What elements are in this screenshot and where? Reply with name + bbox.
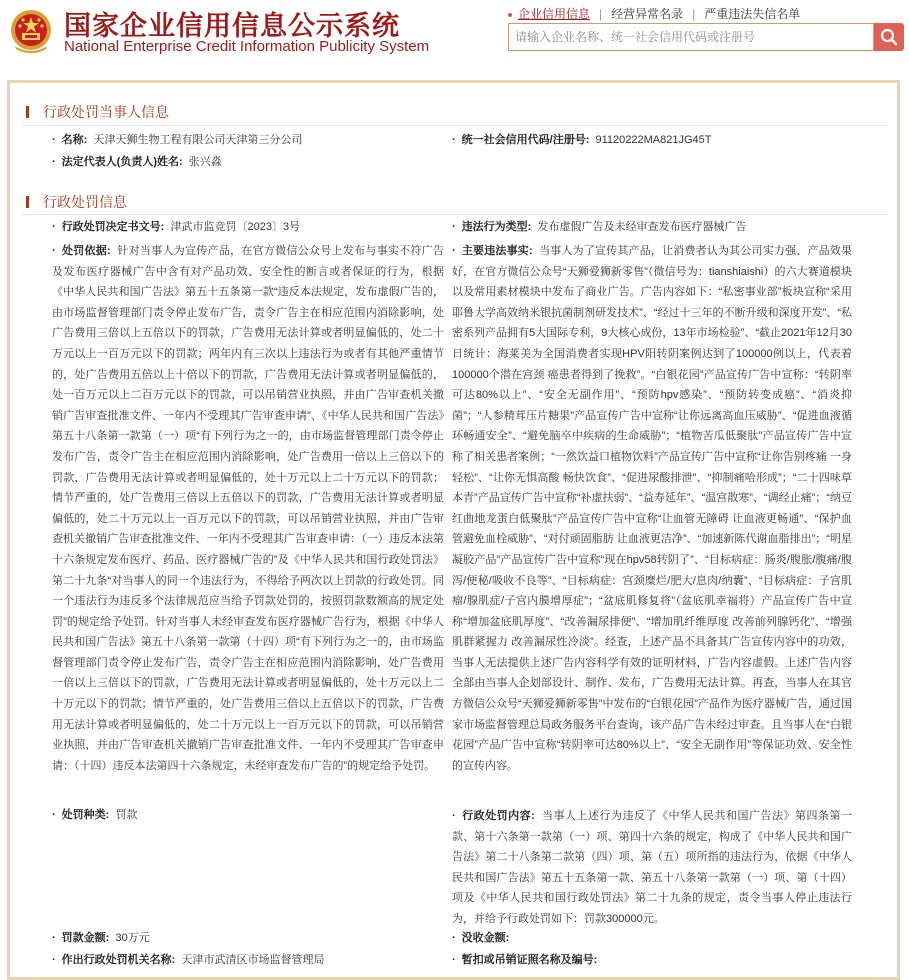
violation-facts-label: · 主要违法事实: — [452, 245, 533, 257]
nav-separator: | — [692, 7, 696, 21]
penalty-content-label: · 行政处罚内容: — [452, 810, 535, 822]
credit-code-field — [452, 130, 712, 151]
license-label: · 暂扣或吊销证照名称及编号: — [452, 954, 597, 966]
penalty-kind-value: 罚款 — [115, 809, 138, 821]
authority-field — [52, 950, 324, 971]
confiscation-label: · 没收金额: — [452, 932, 509, 944]
national-emblem-icon — [6, 6, 56, 60]
penalty-kind-label: · 处罚种类: — [52, 809, 109, 821]
penalty-basis — [52, 241, 444, 776]
section-title-penalty: 行政处罚信息 — [26, 192, 127, 212]
penalty-content-text: 当事人上述行为违反了《中华人民共和国广告法》第四条第一款、第十六条第一款第（一）项、第四十六条的规定，构成了《中华人民共和国广告法》第二十八条第二款第（四）项、第（五）项所指的违法行为，依据《中华人民共和国广告法》第五十五条第一款、第五十八条第一款第（一）项、第（十四）项及《中华人民共和国行政处罚法》第二十九条的规定，责令当事人停止违法行为，并给予行政处罚如下：罚款300000元。 — [452, 810, 852, 925]
authority-value: 天津市武清区市场监督管理局 — [181, 954, 325, 966]
site-title: 国家企业信用信息公示系统 — [64, 11, 400, 42]
party-name-field — [52, 130, 302, 151]
nav-link-serious-violation-list[interactable]: 严重违法失信名单 — [704, 7, 801, 21]
penalty-kind-field — [52, 805, 137, 826]
doc-number-value: 津武市监竞罚〔2023〕3号 — [170, 221, 301, 233]
violation-facts — [452, 241, 852, 776]
legal-rep-label: · 法定代表人(负责人)姓名: — [52, 156, 183, 168]
confiscation-field — [452, 928, 515, 949]
authority-label: · 作出行政处罚机关名称: — [52, 954, 175, 966]
violation-facts-text: 当事人为了宣传其产品，让消费者认为其公司实力强、产品效果好，在官方微信公众号“天狮爱狮新零售”（微信号为：tianshiaishi）的六大赛道模块以及常用素材模块中发布了商业广告。广告内容如下：“私密事业部”板块宣称“采用耶鲁大学高效纳米银抗菌制剂研发技术”、“经过十三年的不断升级和深度开发”、“私密系列产品拥有5大国际专利，9大核心成份，13年市场检验”、“截止2021年12月30日统计：海莱美为全国消费者实现HPV阳转阴案例达到了100000例以上，代表着100000个潜在宫颈 癌患者得到了挽救”。“白银花园”产品宣传广告中宣称：“转阴率可达80%以上”、“安全无副作用”、“预防hpv感染”、“预防转变成癌”、“消炎抑菌”；“人参精茸压片糖果”产品宣传广告中宣称“让你远离高血压威胁”、“促进血液循环畅通安全”、“避免脑卒中疾病的生命威胁”；“植物苦瓜低聚肽”产品宣传广告中宣称了相关患者案例；“一然饮益口植物饮料”产品宣传广告中宣称“让你告别疼痛 一身轻松”、“让你无惧高酸 畅快饮食”、“促进尿酸排泄”、“抑制痛哈形成”；“二十四味草本青”产品宣传广告中宣称“补虚扶弱”、“益寿延年”、“温宫散寒”、“调经止痛”；“纳豆红曲地龙蛋白低聚肽”产品宣传广告中宣称“让血管无障碍 让血液更畅通”、“保护血管避免血栓威胁”、“对付顽固脂肪 让血液更洁净”、“加速新陈代谢血脂排出”；“明星凝胶产品”产品宣传广告中宣称“现在hpv58转阴了”、“目标病症：肠炎/腹胀/腹痛/腹泻/便秘/吸收不良等”、“目标病症：宫颈糜烂/肥大/息肉/纳囊”、“目标病症：子宫肌瘤/腺肌症/子宫内膜增厚症”；“盆底肌修复将”（盆底肌幸福将）产品宣传广告中宣称“增加盆底肌厚度”、“改善漏尿排便”、“增加肌纤维厚度 改善前列腺钙化”、“增强肌群紧握力 改善漏尿性冷淡”。经查，上述产品不具备其广告宣传内容中的功效，当事人无法提供上述广告内容科学有效的证明材料，广告内容虚假。上述广告内容全部由当事人企划部设计、制作、发布，广告费用无法计算。再查，当事人在其官方微信公众号“天狮爱狮新零售”中发布的“白银花园”产品作为医疗器械广告，通过国家市场监督管理总局政务服务平台查询，该产品广告未经过审查。且当事人在“白银花园”产品广告中宣称“转阴率可达80%以上”、“安全无副作用”等保证功效、安全性的宣传内容。 — [452, 245, 852, 772]
search-bar — [508, 23, 904, 51]
violation-type-value: 发布虚假广告及未经审查发布医疗器械广告 — [537, 221, 747, 233]
fine-amount-value: 30万元 — [115, 932, 150, 944]
site-subtitle: National Enterprise Credit Information Publicity System — [64, 38, 430, 55]
legal-rep-field — [52, 152, 222, 173]
nav-separator: | — [599, 7, 603, 21]
search-icon — [880, 28, 898, 46]
doc-number-label: · 行政处罚决定书文号: — [52, 221, 164, 233]
penalty-basis-text: 针对当事人为宣传产品，在官方微信公众号上发布与事实不符广告及发布医疗器械广告中含有对产品功效、安全性的断言或者保证的行为，根据《中华人民共和国广告法》第五十五条第一款“违反本法规定，发布虚假广告的，由市场监督管理部门责令停止发布广告，责令广告主在相应范围内消除影响，处广告费用三倍以上五倍以下的罚款，广告费用无法计算或者明显偏低的，处二十万元以上一百万元以下的罚款；两年内有三次以上违法行为或者有其他严重情节的，处广告费用五倍以上十倍以下的罚款，广告费用无法计算或者明显偏低的，处一百万元以上二百万元以下的罚款，可以吊销营业执照，并由广告审查机关撤销广告审查批准文件、一年内不受理其广告审查申请”、《中华人民共和国广告法》第五十八条第一款第（一）项“有下列行为之一的，由市场监督管理部门责令停止发布广告，责令广告主在相应范围内消除影响，处广告费用一倍以上三倍以下的罚款，广告费用无法计算或者明显偏低的，处十万元以上二十万元以下的罚款；情节严重的，处广告费用三倍以上五倍以下的罚款，广告费用无法计算或者明显偏低的，处二十万元以上一百万元以下的罚款，可以吊销营业执照，并由广告审查机关撤销广告审查批准文件、一年内不受理其广告审查申请：（一）违反本法第十六条规定发布医疗、药品、医疗器械广告的”及《中华人民共和国行政处罚法》第二十九条“对当事人的同一个违法行为，不得给予两次以上罚款的行政处罚。同一个违法行为违反多个法律规范应当给予罚款处罚的，按照罚款数额高的规定处罚”的规定给予处罚。针对当事人未经审查发布医疗器械广告行为，根据《中华人民共和国广告法》第五十八条第一款第（十四）项“有下列行为之一的，由市场监督管理部门责令停止发布广告，责令广告主在相应范围内消除影响，处广告费用一倍以上三倍以下的罚款，广告费用无法计算或者明显偏低的，处十万元以上二十万元以下的罚款；情节严重的，处广告费用三倍以上五倍以下的罚款，广告费用无法计算或者明显偏低的，处二十万元以上一百万元以下的罚款，可以吊销营业执照，并由广告审查机关撤销广告审查批准文件、一年内不受理其广告审查申请：（十四）违反本法第四十六条规定，未经审查发布广告的”的规定给予处罚。 — [52, 245, 444, 772]
penalty-content — [452, 806, 852, 930]
search-input[interactable] — [508, 23, 874, 51]
search-button[interactable] — [874, 23, 904, 51]
credit-code-label: · 统一社会信用代码/注册号: — [452, 134, 589, 146]
section-divider — [22, 125, 888, 126]
credit-code-value: 91120222MA821JG45T — [595, 134, 712, 146]
nav-link-enterprise-credit[interactable]: 企业信用信息 — [518, 7, 591, 21]
top-nav — [508, 5, 800, 22]
section-title-party: 行政处罚当事人信息 — [26, 102, 169, 122]
party-name-value: 天津天狮生物工程有限公司天津第三分公司 — [93, 134, 303, 146]
legal-rep-value: 张兴淼 — [188, 156, 222, 168]
active-dot-icon — [508, 13, 512, 17]
violation-type-field — [452, 217, 746, 238]
site-header — [0, 0, 909, 70]
party-name-label: · 名称: — [52, 134, 87, 146]
penalty-basis-label: · 处罚依据: — [52, 245, 111, 257]
violation-type-label: · 违法行为类型: — [452, 221, 531, 233]
fine-amount-field — [52, 928, 150, 949]
doc-number-field — [52, 217, 300, 238]
fine-amount-label: · 罚款金额: — [52, 932, 109, 944]
nav-link-abnormal-list[interactable]: 经营异常名录 — [611, 7, 684, 21]
section-divider — [22, 214, 888, 215]
license-field — [452, 950, 603, 971]
